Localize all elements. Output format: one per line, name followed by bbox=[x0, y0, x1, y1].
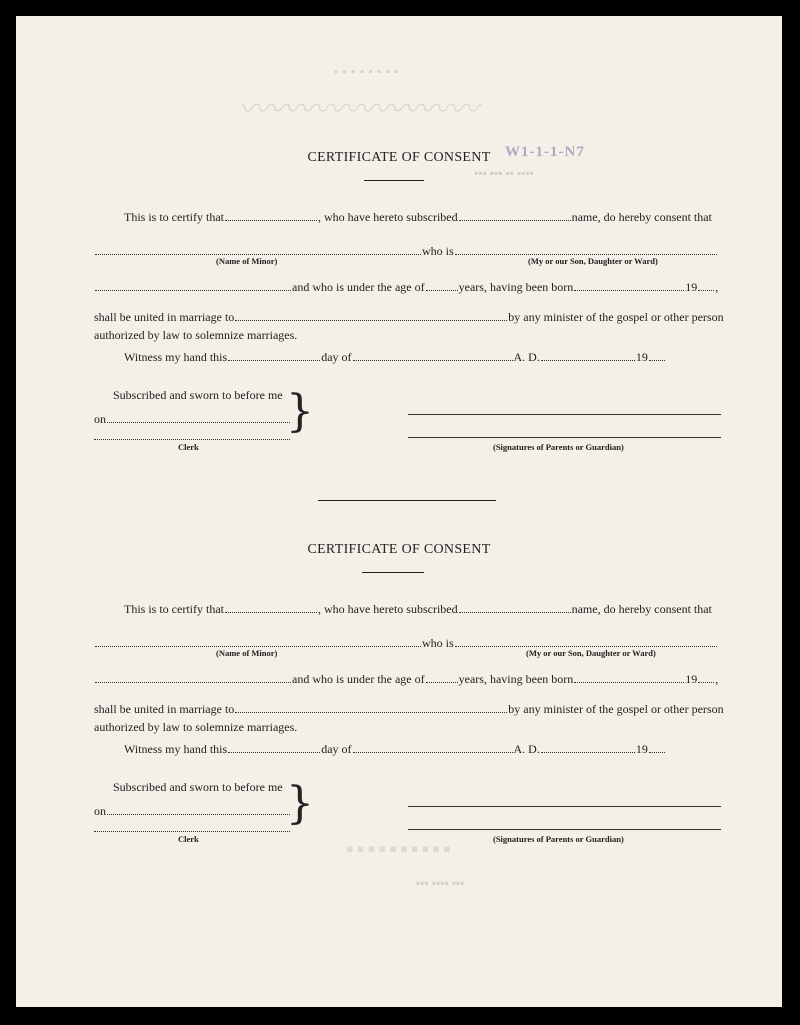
relation-field[interactable] bbox=[455, 253, 717, 255]
year-field[interactable] bbox=[649, 751, 665, 753]
year-field[interactable] bbox=[698, 289, 714, 291]
title-underline bbox=[364, 180, 424, 181]
certify-end: name, do hereby consent that bbox=[571, 210, 712, 224]
age-field[interactable] bbox=[426, 289, 458, 291]
age-line: and who is under the age of years, having been born 19 , bbox=[94, 672, 718, 687]
spouse-field[interactable] bbox=[235, 711, 507, 713]
minor-name-field[interactable] bbox=[95, 645, 421, 647]
under-age-label: and who is under the age of bbox=[292, 280, 425, 294]
name-of-minor-caption: (Name of Minor) bbox=[216, 256, 278, 266]
blank-field[interactable] bbox=[541, 751, 635, 753]
name-of-minor-caption: (Name of Minor) bbox=[216, 648, 278, 658]
day-field[interactable] bbox=[228, 359, 320, 361]
on-line bbox=[94, 804, 291, 819]
relation-field[interactable] bbox=[455, 645, 717, 647]
year-field[interactable] bbox=[698, 681, 714, 683]
day-of-label: day of bbox=[321, 350, 352, 364]
birth-date-field[interactable] bbox=[574, 681, 684, 683]
blank-field[interactable] bbox=[225, 611, 317, 613]
witness-label: Witness my hand this bbox=[124, 742, 228, 756]
certify-end: name, do hereby consent that bbox=[571, 602, 712, 616]
signatures-caption: (Signatures of Parents or Guardian) bbox=[493, 442, 624, 452]
bleed-through-text: ▪▪▪ ▪▪▪ ▪▪ ▪▪▪▪ bbox=[474, 166, 535, 180]
blank-field[interactable] bbox=[95, 681, 291, 683]
united-label: shall be united in marriage to bbox=[94, 702, 235, 716]
authorized-line: authorized by law to solemnize marriages. bbox=[94, 720, 298, 734]
month-field[interactable] bbox=[353, 359, 513, 361]
who-is-label: who is bbox=[422, 636, 454, 650]
bracket-icon: } bbox=[286, 386, 314, 437]
birth-date-field[interactable] bbox=[574, 289, 684, 291]
ad-label: A. D. bbox=[513, 350, 540, 364]
on-label: on bbox=[94, 804, 106, 818]
year-prefix: 19 bbox=[685, 280, 698, 294]
on-label: on bbox=[94, 412, 106, 426]
relation-caption: (My or our Son, Daughter or Ward) bbox=[528, 256, 658, 266]
certify-prefix: This is to certify that bbox=[124, 210, 224, 224]
certify-mid: , who have hereto subscribed bbox=[317, 210, 458, 224]
certify-line bbox=[124, 210, 712, 225]
minister-label: by any minister of the gospel or other person bbox=[508, 310, 724, 324]
united-line bbox=[94, 702, 724, 717]
blank-field[interactable] bbox=[225, 219, 317, 221]
years-born-label: years, having been born bbox=[458, 672, 574, 686]
united-label: shall be united in marriage to bbox=[94, 310, 235, 324]
bracket-icon: } bbox=[286, 778, 314, 829]
minister-label: by any minister of the gospel or other person bbox=[508, 702, 724, 716]
who-is-label: who is bbox=[422, 244, 454, 258]
certify-prefix: This is to certify that bbox=[124, 602, 224, 616]
blank-field[interactable] bbox=[459, 611, 571, 613]
united-line bbox=[94, 310, 724, 325]
minor-name-field[interactable] bbox=[95, 253, 421, 255]
signatures-caption: (Signatures of Parents or Guardian) bbox=[493, 834, 624, 844]
bleed-through-text: ▪▪▪▪▪▪▪▪▪▪ bbox=[346, 836, 454, 861]
year-prefix: 19 bbox=[635, 742, 648, 756]
document-page bbox=[16, 16, 782, 1007]
age-line: and who is under the age of years, having been born 19 , bbox=[94, 280, 718, 295]
blank-field[interactable] bbox=[95, 289, 291, 291]
witness-label: Witness my hand this bbox=[124, 350, 228, 364]
clerk-signature-field[interactable] bbox=[94, 831, 290, 832]
blank-field[interactable] bbox=[459, 219, 571, 221]
certificate-of-consent-2 bbox=[16, 408, 782, 844]
under-age-label: and who is under the age of bbox=[292, 672, 425, 686]
authorized-line: authorized by law to solemnize marriages. bbox=[94, 328, 298, 342]
clerk-caption: Clerk bbox=[178, 442, 199, 452]
clerk-caption: Clerk bbox=[178, 834, 199, 844]
year-field[interactable] bbox=[649, 359, 665, 361]
date-sworn-field[interactable] bbox=[107, 813, 290, 815]
year-prefix: 19 bbox=[685, 672, 698, 686]
subscribed-label: Subscribed and sworn to before me bbox=[113, 388, 283, 402]
year-prefix: 19 bbox=[635, 350, 648, 364]
witness-line bbox=[124, 350, 666, 365]
parent-signature-field[interactable] bbox=[408, 806, 721, 807]
spouse-field[interactable] bbox=[235, 319, 507, 321]
bleed-through-text: ▪ ▪ ▪ ▪ ▪ ▪ ▪ ▪ bbox=[334, 66, 400, 78]
certify-mid: , who have hereto subscribed bbox=[317, 602, 458, 616]
relation-caption: (My or our Son, Daughter or Ward) bbox=[526, 648, 656, 658]
bleed-through-text: ▪▪▪ ▪▪▪▪ ▪▪▪ bbox=[416, 876, 465, 890]
certificate-title: CERTIFICATE OF CONSENT bbox=[307, 542, 491, 557]
age-field[interactable] bbox=[426, 681, 458, 683]
bleed-through-text: 〰〰〰〰〰〰〰〰 bbox=[238, 93, 478, 126]
day-field[interactable] bbox=[228, 751, 320, 753]
years-born-label: years, having been born bbox=[458, 280, 574, 294]
certify-line bbox=[124, 602, 712, 617]
parent-signature-field[interactable] bbox=[408, 829, 721, 830]
certificate-of-consent-1 bbox=[16, 16, 782, 452]
blank-field[interactable] bbox=[541, 359, 635, 361]
ad-label: A. D. bbox=[513, 742, 540, 756]
certificate-title: CERTIFICATE OF CONSENT bbox=[307, 150, 491, 165]
day-of-label: day of bbox=[321, 742, 352, 756]
purple-stamp: W1-1-1-N7 bbox=[505, 144, 585, 160]
witness-line bbox=[124, 742, 666, 757]
title-underline bbox=[362, 572, 424, 573]
subscribed-label: Subscribed and sworn to before me bbox=[113, 780, 283, 794]
month-field[interactable] bbox=[353, 751, 513, 753]
